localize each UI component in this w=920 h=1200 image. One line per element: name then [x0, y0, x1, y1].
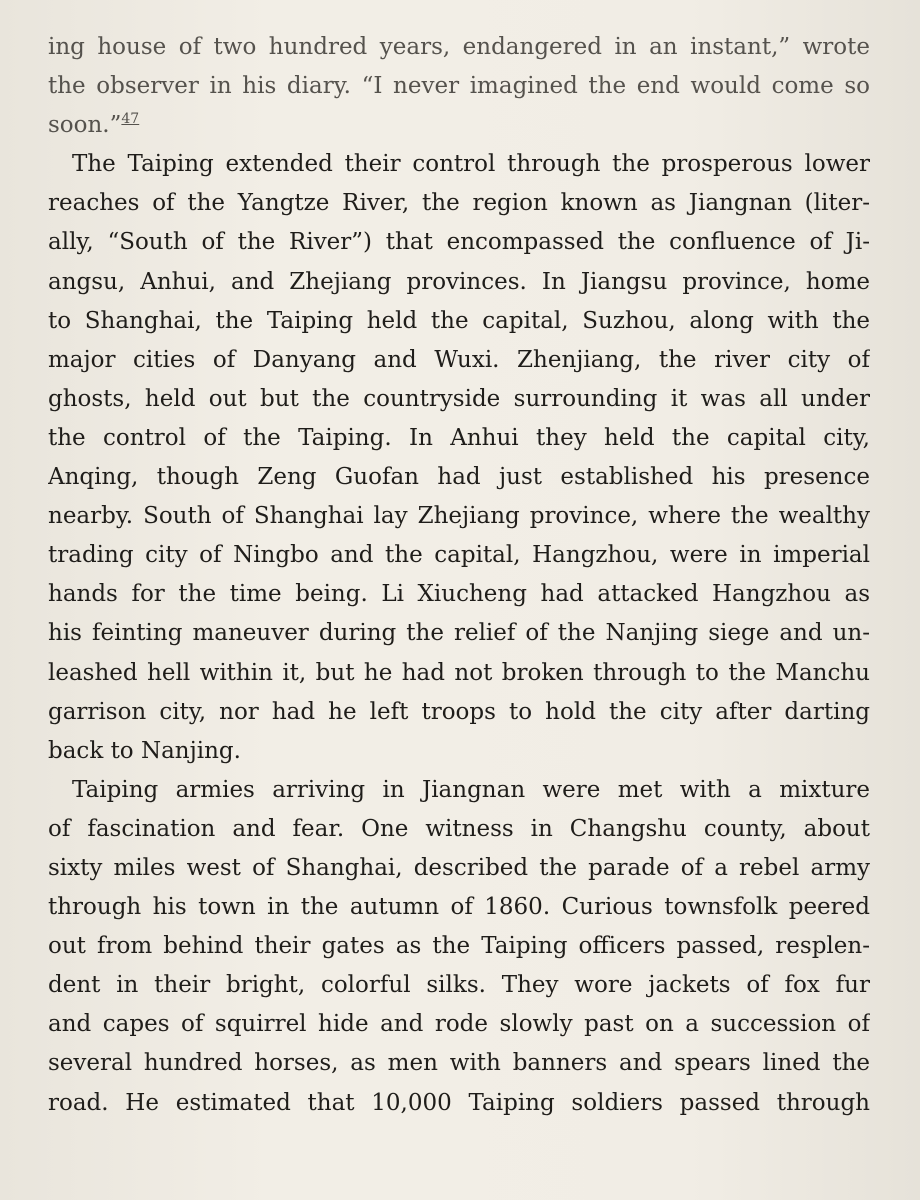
text-line: The Taiping extended their control through the prosperous lower	[72, 151, 870, 178]
text-line: sixty miles west of Shanghai, described the parade of a rebel army	[48, 854, 870, 881]
text-line-content: soon.”	[48, 112, 122, 139]
text-line: ing house of two hundred years, endangered in an instant,” wrote	[48, 34, 870, 60]
text-line: through his town in the autumn of 1860. Curious townsfolk peered	[48, 894, 870, 921]
text-line: nearby. South of Shanghai lay Zhejiang province, where the wealthy	[48, 503, 870, 530]
text-line: hands for the time being. Li Xiucheng had attacked Hangzhou as	[48, 581, 870, 608]
footnote-reference-link[interactable]: 47	[121, 111, 140, 128]
text-line: major cities of Danyang and Wuxi. Zhenjiang, the river city of	[48, 346, 870, 373]
text-line: garrison city, nor had he left troops to hold the city after darting	[48, 698, 870, 725]
body-text	[48, 28, 870, 1123]
text-line: trading city of Ningbo and the capital, Hangzhou, were in imperial	[48, 542, 870, 569]
text-line: the control of the Taiping. In Anhui they held the capital city,	[48, 424, 870, 451]
text-line: road. He estimated that 10,000 Taiping soldiers passed through	[48, 1089, 870, 1116]
text-line: out from behind their gates as the Taiping officers passed, resplen-	[48, 933, 870, 960]
text-line: the observer in his diary. “I never imagined the end would come so	[48, 73, 870, 100]
text-line: angsu, Anhui, and Zhejiang provinces. In Jiangsu province, home	[48, 268, 870, 295]
text-line: dent in their bright, colorful silks. They wore jackets of fox fur	[48, 972, 870, 999]
text-line: reaches of the Yangtze River, the region known as Jiangnan (liter-	[48, 190, 870, 217]
text-line: ghosts, held out but the countryside surrounding it was all under	[48, 385, 870, 412]
text-line: ally, “South of the River”) that encompassed the confluence of Ji-	[48, 229, 870, 256]
text-line: his feinting maneuver during the relief of the Nanjing siege and un-	[48, 620, 870, 647]
text-line	[48, 106, 870, 145]
text-line: Taiping armies arriving in Jiangnan were met with a mixture	[72, 776, 870, 803]
text-line: leashed hell within it, but he had not broken through to the Manchu	[48, 659, 870, 686]
text-line: of fascination and fear. One witness in Changshu county, about	[48, 815, 870, 842]
text-line: several hundred horses, as men with banners and spears lined the	[48, 1050, 870, 1077]
text-line: and capes of squirrel hide and rode slowly past on a succession of	[48, 1011, 870, 1038]
text-line: Anqing, though Zeng Guofan had just established his presence	[48, 464, 870, 491]
text-line: back to Nanjing.	[48, 737, 241, 764]
text-line: to Shanghai, the Taiping held the capital, Suzhou, along with the	[48, 307, 870, 334]
